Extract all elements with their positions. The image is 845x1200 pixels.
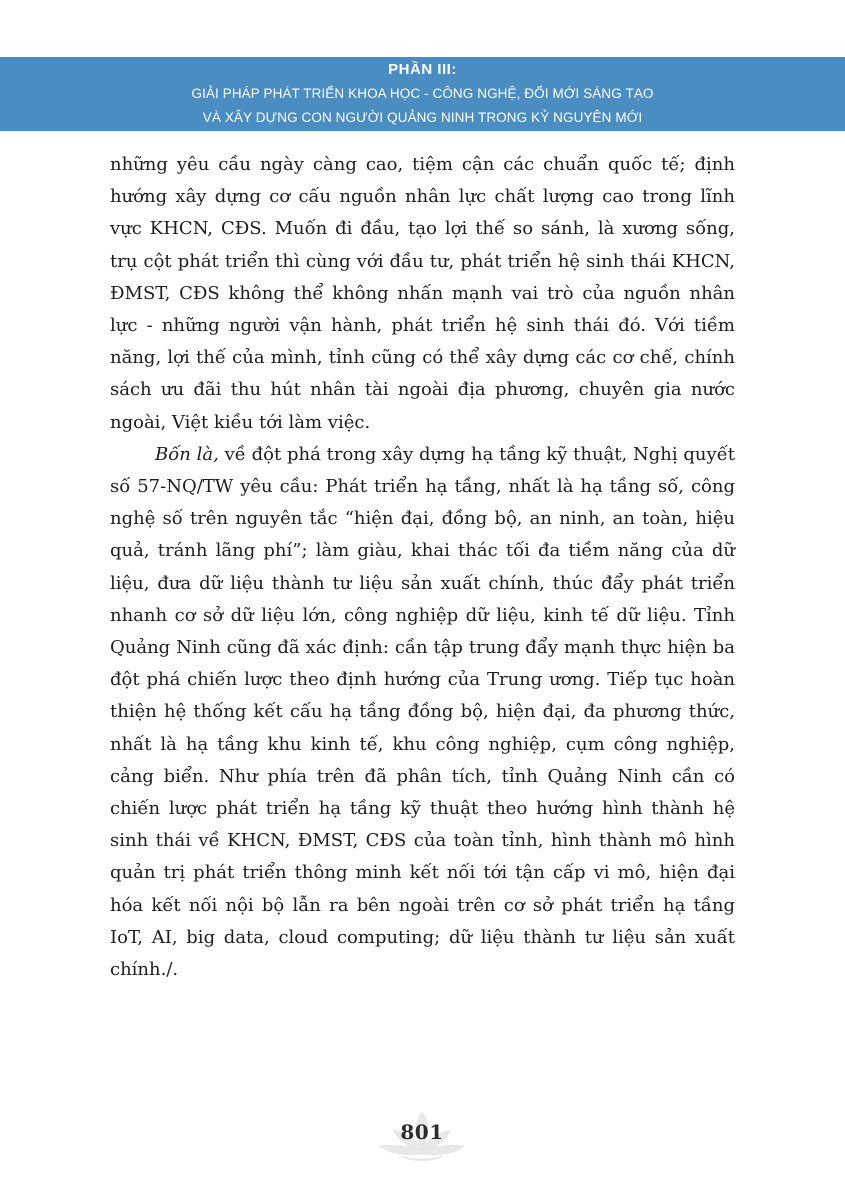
paragraph-2-body: về đột phá trong xây dựng hạ tầng kỹ thuật, Nghị quyết số 57-NQ/TW yêu cầu: Phát triển hạ tầng, nhất là hạ tầng số, công nghệ số trên nguyên tắc “hiện đại, đồng bộ, an ninh, an toàn, hiệu quả, tránh lãng phí”; làm giàu, khai thác tối đa tiềm năng của dữ liệu, đưa dữ liệu thành tư liệu sản xuất chính, thúc đẩy phát triển nhanh cơ sở dữ liệu lớn, công nghiệp dữ liệu, kinh tế dữ liệu. Tỉnh Quảng Ninh cũng đã xác định: cần tập trung đẩy mạnh thực hiện ba đột phá chiến lược theo định hướng của Trung ương. Tiếp tục hoàn thiện hệ thống kết cấu hạ tầng đồng bộ, hiện đại, đa phương thức, nhất là hạ tầng khu kinh tế, khu công nghiệp, cụm công nghiệp, cảng biển. Như phía trên đã phân tích, tỉnh Quảng Ninh cần có chiến lược phát triển hạ tầng kỹ thuật theo hướng hình thành hệ sinh thái về KHCN, ĐMST, CĐS của toàn tỉnh, hình thành mô hình quản trị phát triển thông minh kết nối tới tận cấp vi mô, hiện đại hóa kết nối nội bộ lẫn ra bên ngoài trên cơ sở phát triển hạ tầng IoT, AI, big data, cloud computing; dữ liệu thành tư liệu sản xuất chính./. <box>110 443 736 981</box>
section-header-banner <box>0 57 845 131</box>
paragraph-2 <box>110 439 735 986</box>
part-subtitle-line-2: VÀ XÂY DỰNG CON NGƯỜI QUẢNG NINH TRONG KỶ NGUYÊN MỚI <box>202 110 643 125</box>
paragraph-1: những yêu cầu ngày càng cao, tiệm cận các chuẩn quốc tế; định hướng xây dựng cơ cấu nguồn nhân lực chất lượng cao trong lĩnh vực KHCN, CĐS. Muốn đi đầu, tạo lợi thế so sánh, là xương sống, trụ cột phát triển thì cùng với đầu tư, phát triển hệ sinh thái KHCN, ĐMST, CĐS không thể không nhấn mạnh vai trò của nguồn nhân lực - những người vận hành, phát triển hệ sinh thái đó. Với tiềm năng, lợi thế của mình, tỉnh cũng có thể xây dựng các cơ chế, chính sách ưu đãi thu hút nhân tài ngoài địa phương, chuyên gia nước ngoài, Việt kiều tới làm việc. <box>110 154 735 433</box>
part-subtitle-line-1: GIẢI PHÁP PHÁT TRIỂN KHOA HỌC - CÔNG NGHỆ, ĐỔI MỚI SÁNG TẠO <box>191 86 654 101</box>
paragraph-2-lead: Bốn là, <box>155 443 219 465</box>
part-title: PHẦN III: <box>388 61 457 78</box>
page-footer <box>0 1110 845 1166</box>
page-number: 801 <box>400 1120 444 1144</box>
page-body <box>110 149 735 986</box>
